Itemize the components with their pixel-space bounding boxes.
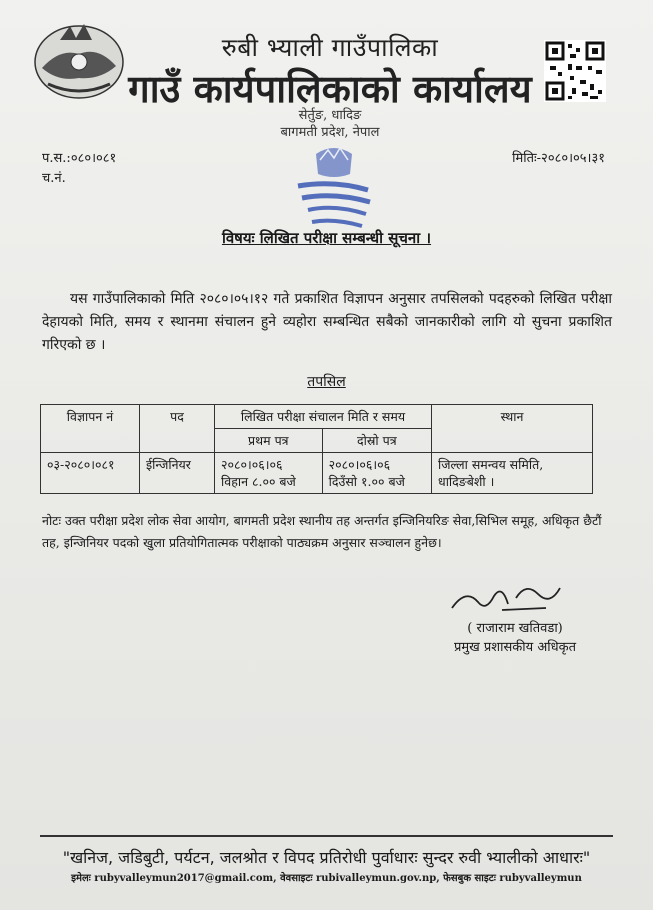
second-paper-date: २०८०।०६।०६ [328, 457, 391, 472]
header-exam-date-time: लिखित परीक्षा संचालन मिति र समय [215, 405, 432, 429]
header-venue: स्थान [432, 405, 593, 453]
subject-line [0, 228, 653, 248]
cell-second-paper [322, 453, 431, 494]
address-line-2: बागमती प्रदेश, नेपाल [280, 125, 380, 140]
notice-body: यस गाउँपालिकाको मिति २०८०।०५।१२ गते प्रकाशित विज्ञापन अनुसार तपसिलको पदहरुको लिखित परीक्षा देहायको मिति, समय र स्थानमा संचालन हुने व्यहोरा सम्बन्धित सबैको जानकारीको लागि यो सुचना प्रकाशित गरिएको छ । [42, 291, 612, 353]
qr-code-icon [544, 40, 606, 102]
subject-text: विषयः लिखित परीक्षा सम्बन्धी सूचना । [221, 229, 432, 247]
second-paper-time: दिउँसो १.०० बजे [328, 474, 405, 489]
office-stamp-icon [278, 140, 390, 236]
venue-line-2: धादिङबेशी । [438, 474, 495, 489]
footer-divider [40, 835, 613, 837]
header-post: पद [140, 405, 215, 453]
exam-schedule-table [40, 404, 593, 494]
cell-first-paper [215, 453, 323, 494]
office-name: गाउँ कार्यपालिकाको कार्यालय [128, 66, 532, 111]
municipality-name: रुबी भ्याली गाउँपालिका [221, 33, 439, 62]
table-row [41, 453, 593, 494]
details-heading: तपसिल [307, 374, 346, 390]
letter-date: मितिः-२०८०।०५।३१ [512, 151, 605, 166]
header-second-paper: दोस्रो पत्र [322, 429, 431, 453]
nepal-emblem-icon [30, 18, 128, 100]
address-line-1: सेर्तुङ, धादिङ [298, 108, 362, 123]
footer-contact: इमेलः rubyvalleymun2017@gmail.com, वेवसाइटः rubivalleymun.gov.np, फेसबुक साइटः rubyvalleymun [71, 873, 582, 884]
header-advertisement-no: विज्ञापन नं [41, 405, 140, 453]
cell-venue [432, 453, 593, 494]
venue-line-1: जिल्ला समन्वय समिति, [438, 457, 544, 472]
dispatch-number: च.नं. [42, 171, 66, 186]
signatory-name: ( राजाराम खतिवडा) [467, 621, 563, 636]
first-paper-date: २०८०।०६।०६ [221, 457, 283, 472]
first-paper-time: विहान ८.०० बजे [221, 474, 296, 489]
cell-advertisement-no: ०३-२०८०।०८१ [41, 453, 140, 494]
header-first-paper: प्रथम पत्र [215, 429, 323, 453]
signature-icon [446, 578, 566, 618]
footer-slogan: "खनिज, जडिबुटी, पर्यटन, जलश्रोत र विपद प्रतिरोधी पुर्वाधारः सुन्दर रुवी भ्यालीको आधारः" [62, 848, 591, 867]
signatory-title: प्रमुख प्रशासकीय अधिकृत [453, 640, 577, 655]
reference-number: प.स.:०८०।०८१ [42, 151, 117, 166]
cell-post: ईन्जिनियर [140, 453, 215, 494]
table-header-row [41, 405, 593, 429]
note-text: नोटः उक्त परीक्षा प्रदेश लोक सेवा आयोग, बागमती प्रदेश स्थानीय तह अन्तर्गत इन्जिनियरिङ सेवा,सिभिल समूह, अधिकृत छैटौं तह, इन्जिनियर पदको खुला प्रतियोगितात्मक परीक्षाको पाठ्यक्रम अनुसार सञ्चालन हुनेछ। [42, 513, 602, 550]
